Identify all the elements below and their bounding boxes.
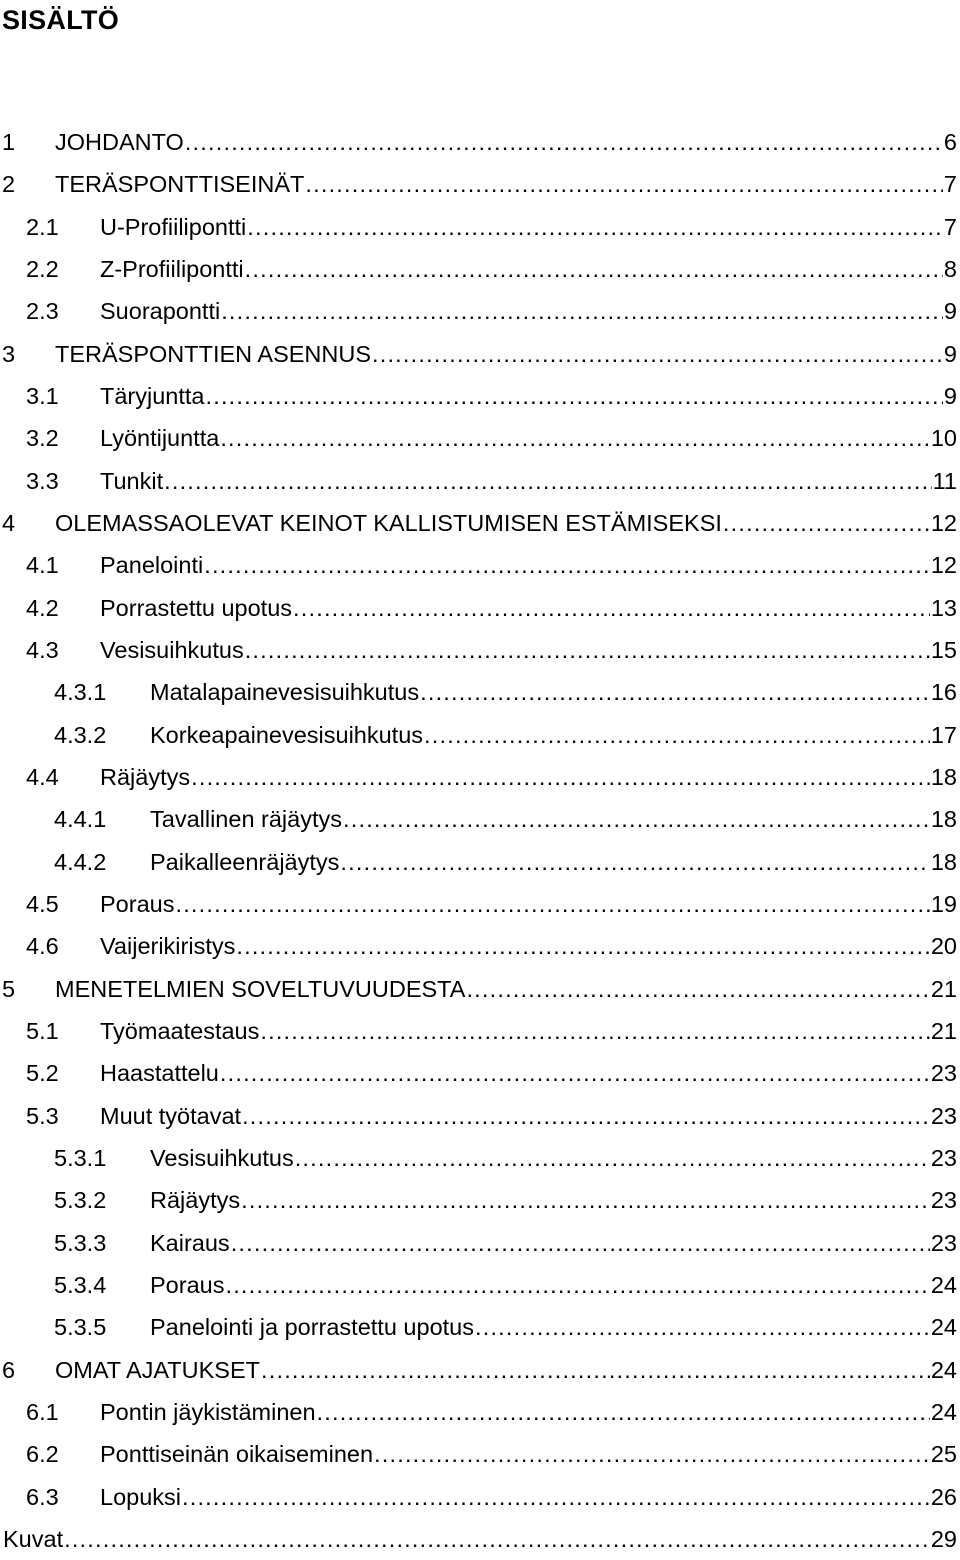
toc-entry[interactable] (0, 502, 957, 544)
toc-entry-number: 4.3.2 (54, 721, 107, 748)
toc-entry-page-number: 18 (930, 806, 957, 833)
toc-entry[interactable] (0, 121, 957, 163)
toc-entry[interactable] (0, 1052, 957, 1094)
toc-entry-title: Poraus (100, 890, 175, 917)
toc-entry[interactable] (0, 417, 957, 459)
toc-entry-number: 5.3.3 (54, 1229, 107, 1256)
toc-dot-leader (245, 629, 930, 671)
toc-entry-title: Lyöntijuntta (100, 425, 220, 452)
toc-entry-title: TERÄSPONTTISEINÄT (55, 171, 305, 198)
toc-entry-page-number: 6 (943, 129, 957, 155)
toc-entry-page-number: 10 (930, 425, 957, 452)
toc-entry-page-number: 12 (930, 552, 957, 579)
toc-entry-title: Räjäytys (150, 1187, 241, 1214)
toc-dot-leader (372, 333, 943, 375)
toc-entry[interactable] (0, 1391, 957, 1433)
toc-entry-page-number: 18 (930, 763, 957, 790)
toc-entry-number: 5.3.5 (54, 1314, 107, 1341)
toc-entry[interactable] (0, 290, 957, 332)
toc-dot-leader (204, 544, 930, 586)
toc-entry-page-number: 21 (930, 1017, 957, 1044)
toc-entry-number: 2 (2, 171, 16, 198)
toc-entry-title: Panelointi ja porrastettu upotus (150, 1314, 474, 1341)
toc-entry-page-number: 24 (930, 1398, 957, 1425)
toc-entry-title: Poraus (150, 1271, 225, 1298)
toc-entry-title: Räjäytys (100, 763, 191, 790)
toc-entry-page-number: 24 (930, 1314, 957, 1341)
toc-entry-page-number: 23 (930, 1229, 957, 1256)
toc-dot-leader (305, 163, 943, 205)
toc-entry-title: U-Profiilipontti (100, 213, 247, 240)
toc-entry-title: Ponttiseinän oikaiseminen (100, 1441, 374, 1468)
toc-entry-number: 2.3 (26, 298, 59, 325)
page-title: SISÄLTÖ (2, 5, 120, 35)
toc-entry-title: Lopuksi (100, 1483, 181, 1510)
toc-entry-title: Muut työtavat (100, 1102, 242, 1129)
toc-entry-number: 3.2 (26, 425, 59, 452)
toc-entry[interactable] (0, 1306, 957, 1348)
toc-dot-leader (241, 1179, 930, 1221)
toc-entry-number: 4 (2, 509, 16, 536)
toc-entry-number: 2.2 (26, 255, 59, 282)
toc-entry-page-number: 7 (943, 171, 957, 198)
toc-entry-number: 5.3 (26, 1102, 59, 1129)
toc-entry-page-number: 24 (930, 1271, 957, 1298)
toc-entry-page-number: 23 (930, 1060, 957, 1087)
toc-dot-leader (242, 1095, 930, 1137)
toc-dot-leader (64, 1518, 930, 1560)
toc-entry[interactable] (0, 841, 957, 883)
toc-entry-number: 5.3.2 (54, 1187, 107, 1214)
toc-entry-title: Suorapontti (100, 298, 221, 325)
toc-dot-leader (475, 1306, 930, 1348)
toc-entry-number: 3 (2, 340, 16, 367)
toc-entry[interactable] (0, 544, 957, 586)
toc-entry-number: 4.1 (26, 552, 59, 579)
toc-entry-title: MENETELMIEN SOVELTUVUUDESTA (55, 975, 466, 1002)
toc-dot-leader (293, 587, 930, 629)
toc-entry-title: JOHDANTO (55, 129, 184, 155)
toc-entry-title: Tavallinen räjäytys (150, 806, 343, 833)
toc-entry-number: 4.3.1 (54, 679, 107, 706)
toc-entry-page-number: 9 (943, 382, 957, 409)
toc-entry[interactable] (0, 375, 957, 417)
toc-entry-page-number: 7 (943, 213, 957, 240)
toc-entry[interactable] (0, 587, 957, 629)
toc-entry-page-number: 9 (943, 340, 957, 367)
toc-dot-leader (175, 883, 929, 925)
toc-entry-number: 4.6 (26, 933, 59, 960)
toc-dot-leader (466, 968, 929, 1010)
table-of-contents (0, 121, 957, 1560)
toc-dot-leader (343, 798, 930, 840)
toc-entry-title: Täryjuntta (100, 382, 205, 409)
toc-entry-number: 6.1 (26, 1398, 59, 1425)
toc-entry-title: OMAT AJATUKSET (55, 1356, 261, 1383)
toc-entry-number: 2.1 (26, 213, 59, 240)
toc-entry-number: 1 (2, 129, 16, 155)
toc-entry[interactable] (0, 883, 957, 925)
toc-entry-number: 3.1 (26, 382, 59, 409)
toc-entry-number: 5.3.1 (54, 1144, 107, 1171)
toc-entry-page-number: 13 (930, 594, 957, 621)
toc-entry[interactable] (0, 925, 957, 967)
toc-dot-leader (295, 1137, 930, 1179)
toc-entry-number: 6.3 (26, 1483, 59, 1510)
toc-dot-leader (191, 756, 930, 798)
toc-dot-leader (260, 1010, 930, 1052)
toc-entry[interactable] (0, 714, 957, 756)
toc-entry-number: 6 (2, 1356, 16, 1383)
toc-entry-number: 3.3 (26, 467, 59, 494)
toc-entry[interactable] (0, 1137, 957, 1179)
toc-dot-leader (236, 925, 930, 967)
toc-dot-leader (185, 121, 943, 163)
toc-entry[interactable] (0, 671, 957, 713)
toc-entry-title: Pontin jäykistäminen (100, 1398, 316, 1425)
toc-entry[interactable] (0, 1518, 957, 1560)
toc-dot-leader (221, 290, 943, 332)
toc-entry-number: 5.3.4 (54, 1271, 107, 1298)
toc-entry-page-number: 18 (930, 848, 957, 875)
toc-entry-title: Korkeapainevesisuihkutus (150, 721, 424, 748)
toc-entry[interactable] (0, 798, 957, 840)
toc-entry[interactable] (0, 1349, 957, 1391)
toc-entry-title: OLEMASSAOLEVAT KEINOT KALLISTUMISEN ESTÄMISEKSI (55, 509, 722, 536)
toc-entry-number: 6.2 (26, 1441, 59, 1468)
toc-entry-page-number: 12 (930, 509, 957, 536)
toc-entry[interactable] (0, 1095, 957, 1137)
toc-entry-title: Vesisuihkutus (100, 636, 244, 663)
toc-entry[interactable] (0, 629, 957, 671)
toc-entry-title: Kairaus (150, 1229, 230, 1256)
toc-entry-title: Työmaatestaus (100, 1017, 260, 1044)
toc-entry[interactable] (0, 1179, 957, 1221)
toc-entry-page-number: 23 (930, 1187, 957, 1214)
toc-entry-title: Vaijerikiristys (100, 933, 236, 960)
toc-dot-leader (220, 417, 930, 459)
toc-entry-number: 4.4.2 (54, 848, 107, 875)
toc-entry[interactable] (0, 1264, 957, 1306)
toc-entry-number: 5.2 (26, 1060, 59, 1087)
toc-entry-page-number: 29 (930, 1525, 957, 1552)
toc-dot-leader (231, 1222, 930, 1264)
toc-entry-title: Haastattelu (100, 1060, 219, 1087)
toc-dot-leader (723, 502, 930, 544)
toc-entry[interactable] (0, 206, 957, 248)
toc-entry[interactable] (0, 1010, 957, 1052)
toc-entry-number: 4.5 (26, 890, 59, 917)
toc-dot-leader (424, 714, 930, 756)
toc-entry-title: Vesisuihkutus (150, 1144, 294, 1171)
toc-entry-number: 5.1 (26, 1017, 59, 1044)
toc-entry-title: Paikalleenräjäytys (150, 848, 340, 875)
toc-dot-leader (182, 1476, 930, 1518)
toc-entry[interactable] (0, 460, 957, 502)
toc-entry-page-number: 23 (930, 1144, 957, 1171)
toc-entry-title: Z-Profiilipontti (100, 255, 244, 282)
toc-dot-leader (247, 206, 943, 248)
toc-entry-title: Porrastettu upotus (100, 594, 293, 621)
toc-dot-leader (340, 841, 929, 883)
toc-dot-leader (261, 1349, 930, 1391)
toc-entry-title: Tunkit (100, 467, 164, 494)
toc-entry-number: 4.2 (26, 594, 59, 621)
toc-entry-page-number: 15 (930, 636, 957, 663)
toc-entry[interactable] (0, 1222, 957, 1264)
toc-dot-leader (164, 460, 931, 502)
toc-entry-page-number: 11 (932, 467, 957, 494)
toc-entry-page-number: 20 (930, 933, 957, 960)
toc-dot-leader (220, 1052, 930, 1094)
toc-dot-leader (206, 375, 943, 417)
toc-entry[interactable] (0, 968, 957, 1010)
toc-entry[interactable] (0, 1433, 957, 1475)
toc-entry-title: Panelointi (100, 552, 204, 579)
toc-entry-number: 4.3 (26, 636, 59, 663)
toc-entry-page-number: 16 (930, 679, 957, 706)
toc-entry-number: 4.4.1 (54, 806, 107, 833)
toc-entry-title: Kuvat (3, 1525, 64, 1552)
toc-entry-page-number: 9 (943, 298, 957, 325)
toc-entry-number: 5 (2, 975, 16, 1002)
toc-entry-page-number: 21 (930, 975, 957, 1002)
toc-entry[interactable] (0, 248, 957, 290)
toc-entry-page-number: 17 (930, 721, 957, 748)
toc-entry-page-number: 23 (930, 1102, 957, 1129)
toc-entry[interactable] (0, 333, 957, 375)
toc-dot-leader (420, 671, 930, 713)
toc-entry-title: Matalapainevesisuihkutus (150, 679, 420, 706)
toc-dot-leader (317, 1391, 930, 1433)
toc-entry[interactable] (0, 163, 957, 205)
toc-entry-title: TERÄSPONTTIEN ASENNUS (55, 340, 371, 367)
toc-entry-page-number: 25 (930, 1441, 957, 1468)
toc-entry[interactable] (0, 756, 957, 798)
toc-dot-leader (245, 248, 943, 290)
toc-dot-leader (225, 1264, 929, 1306)
toc-dot-leader (374, 1433, 930, 1475)
toc-entry-number: 4.4 (26, 763, 59, 790)
toc-entry-page-number: 8 (943, 255, 957, 282)
toc-entry-page-number: 26 (930, 1483, 957, 1510)
toc-entry[interactable] (0, 1476, 957, 1518)
toc-entry-page-number: 19 (930, 890, 957, 917)
toc-entry-page-number: 24 (930, 1356, 957, 1383)
